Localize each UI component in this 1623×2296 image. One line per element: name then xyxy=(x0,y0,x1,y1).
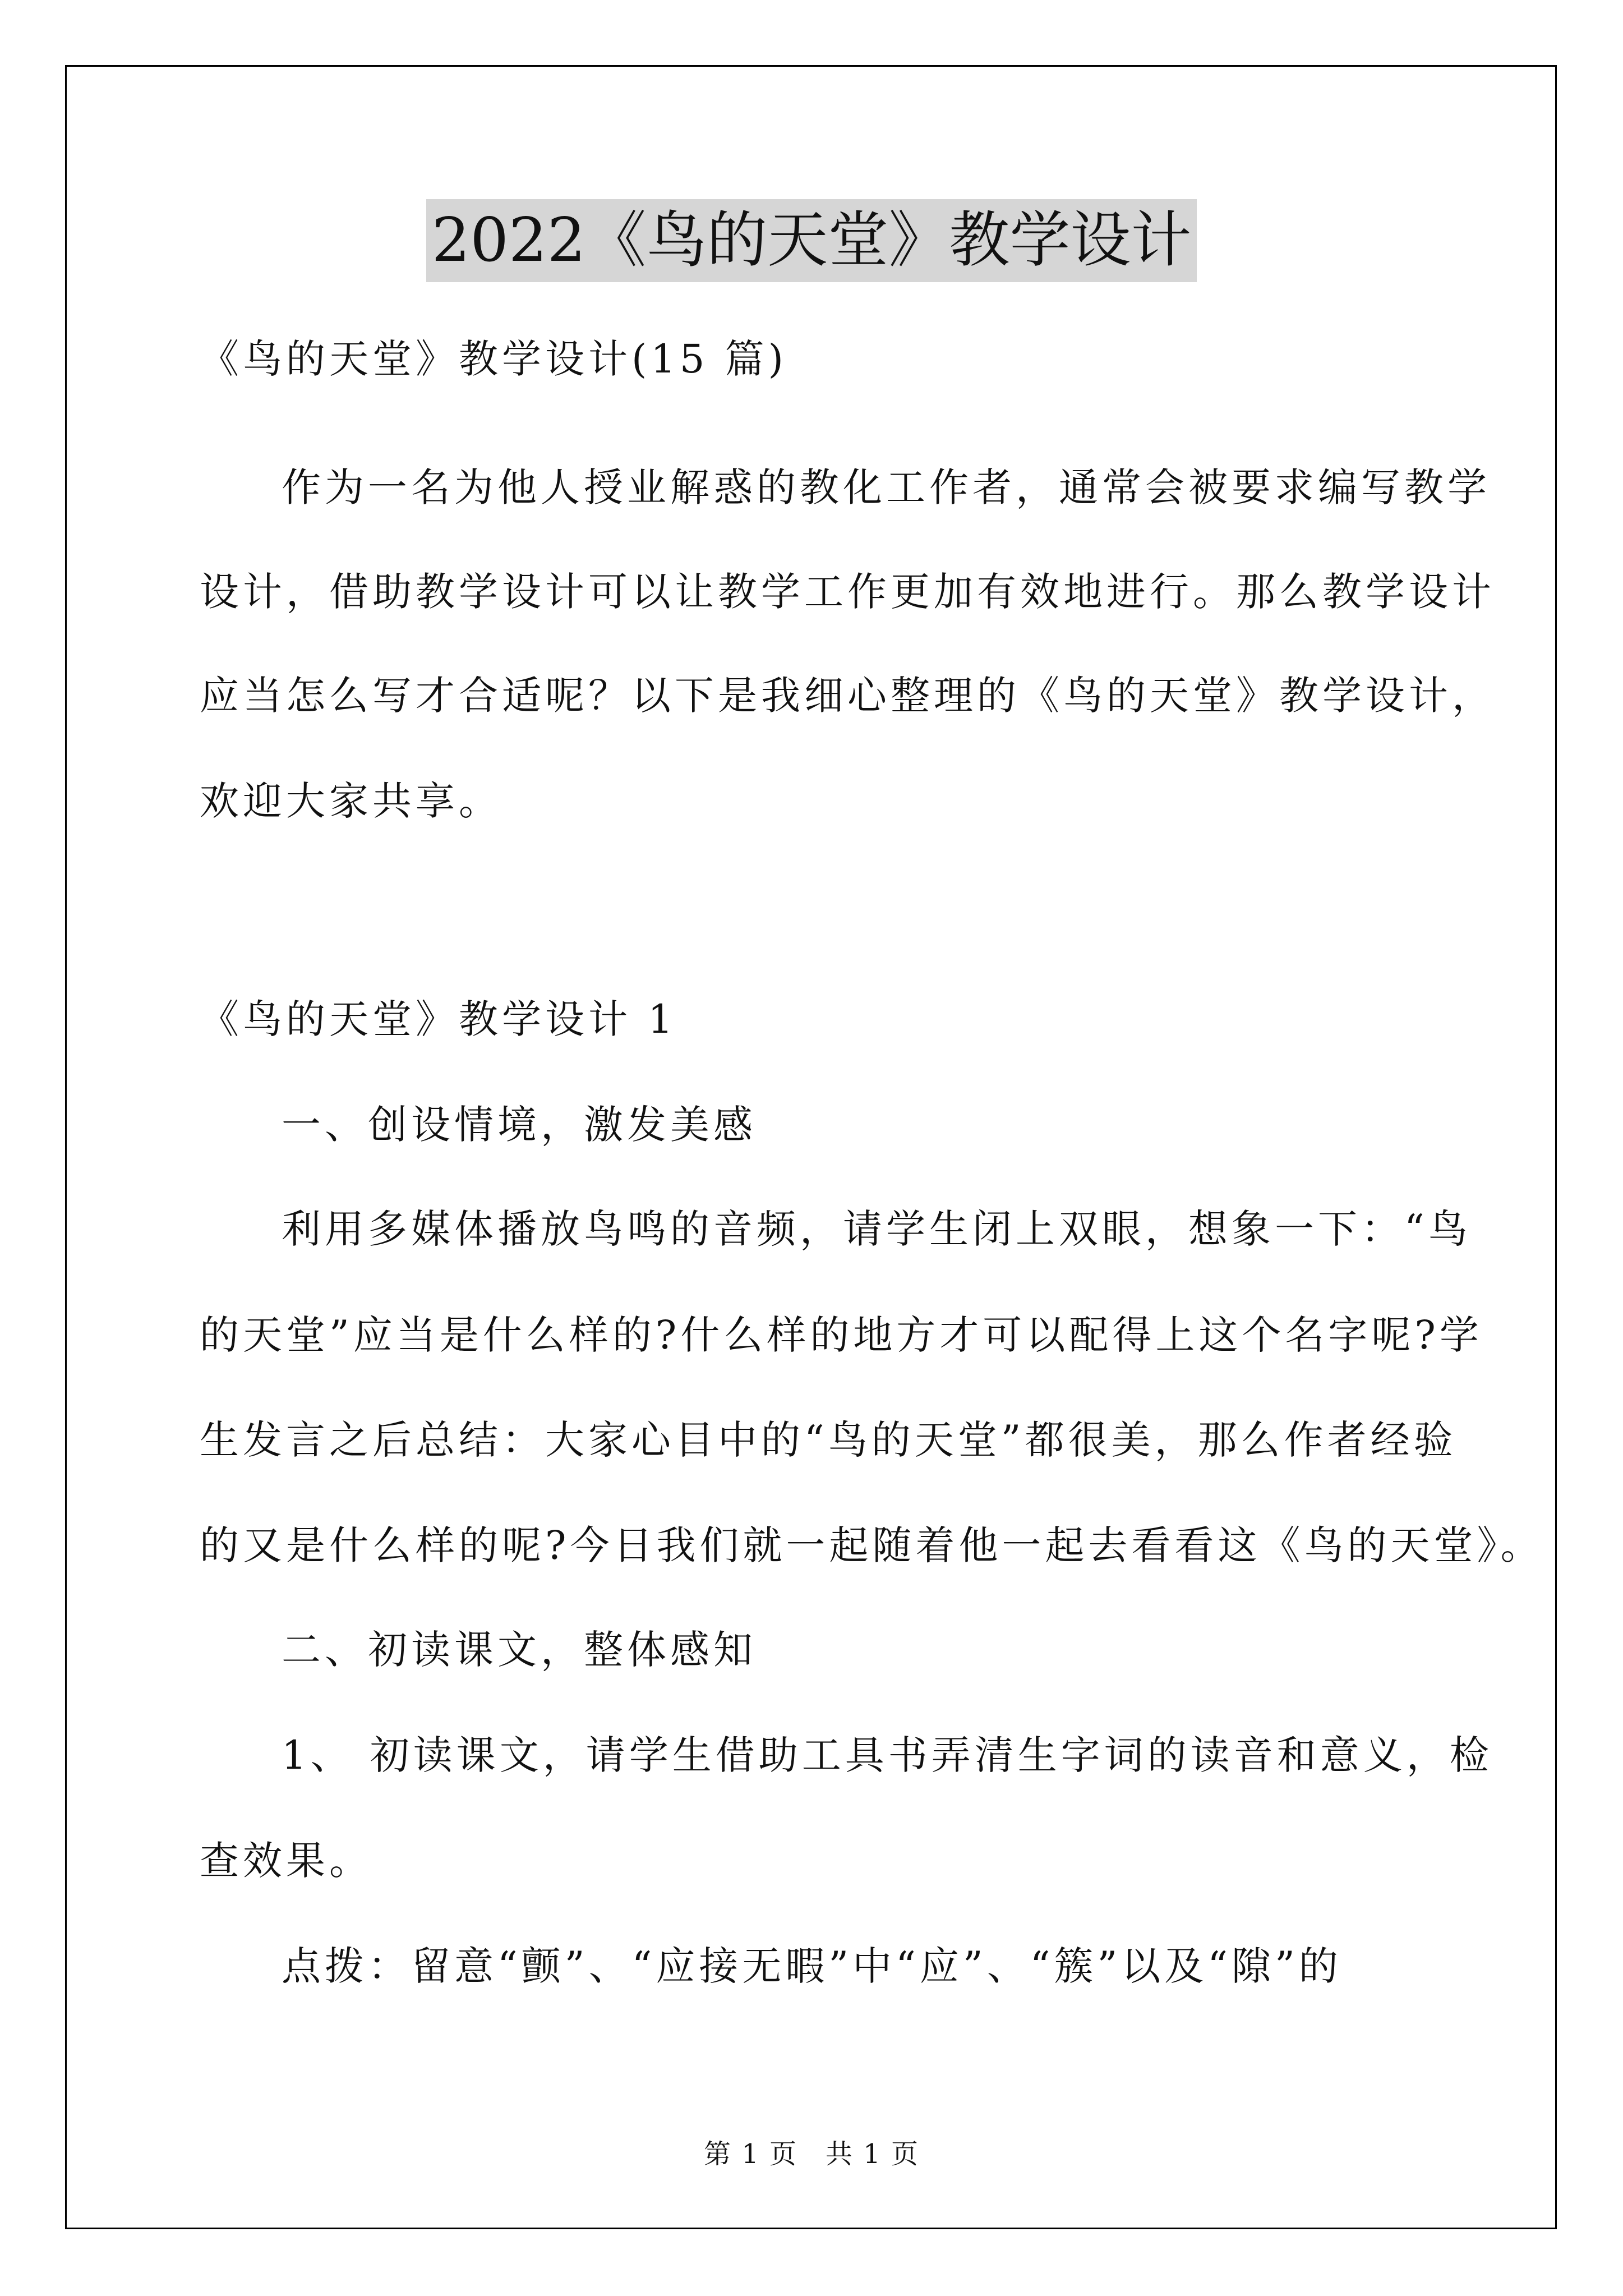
item1-line-2: 查效果。 xyxy=(200,1838,372,1884)
part1-line-4: 的又是什么样的呢?今日我们就一起随着他一起去看看这《鸟的天堂》。 xyxy=(200,1522,1544,1568)
section-heading: 《鸟的天堂》教学设计 1 xyxy=(200,996,677,1042)
part2-heading: 二、初读课文，整体感知 xyxy=(282,1627,757,1673)
page-footer: 第 1 页 共 1 页 xyxy=(703,2138,920,2170)
document-title: 2022《鸟的天堂》教学设计 xyxy=(426,199,1197,282)
intro-line-3: 应当怎么写才合适呢？以下是我细心整理的《鸟的天堂》教学设计， xyxy=(200,673,1495,719)
intro-line-1: 作为一名为他人授业解惑的教化工作者，通常会被要求编写教学 xyxy=(282,464,1491,510)
document-title-wrapper xyxy=(0,199,1623,282)
part1-line-2: 的天堂”应当是什么样的?什么样的地方才可以配得上这个名字呢?学 xyxy=(200,1312,1483,1358)
document-subtitle: 《鸟的天堂》教学设计(15 篇) xyxy=(200,336,787,382)
item1-line-1: 1、 初读课文，请学生借助工具书弄清生字词的读音和意义，检 xyxy=(282,1732,1493,1778)
hint-line: 点拨：留意“颤”、“应接无暇”中“应”、“簇”以及“隙”的 xyxy=(282,1943,1342,1989)
part1-heading: 一、创设情境，激发美感 xyxy=(282,1102,757,1148)
part1-line-3: 生发言之后总结：大家心目中的“鸟的天堂”都很美，那么作者经验 xyxy=(200,1417,1457,1463)
intro-line-4: 欢迎大家共享。 xyxy=(200,778,502,824)
intro-line-2: 设计，借助教学设计可以让教学工作更加有效地进行。那么教学设计 xyxy=(200,569,1495,615)
part1-line-1: 利用多媒体播放鸟鸣的音频，请学生闭上双眼，想象一下：“鸟 xyxy=(282,1206,1472,1252)
